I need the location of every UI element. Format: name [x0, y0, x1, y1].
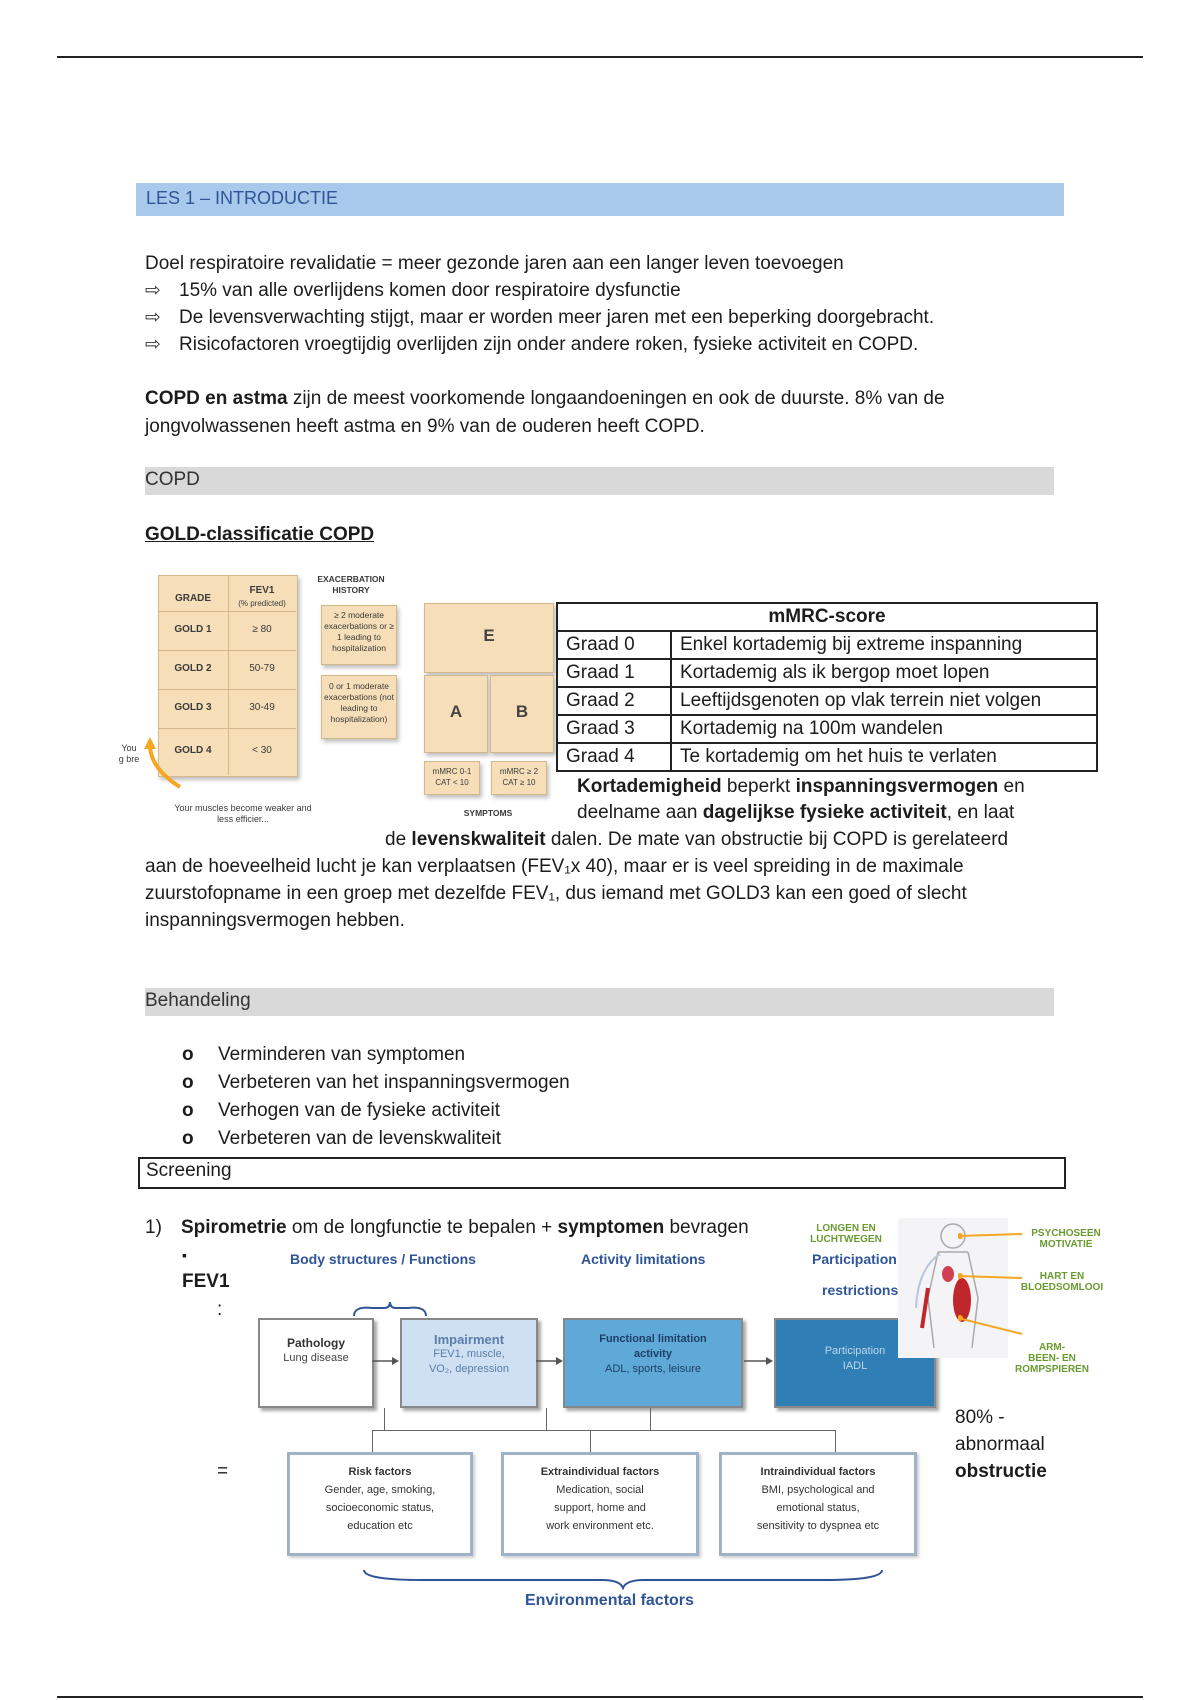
mmrc-table	[556, 602, 1098, 772]
icf-head-participation: Participation	[812, 1251, 897, 1267]
gold-grade: GOLD 2	[174, 663, 212, 674]
label-heart: HART EN BLOEDSOMLOOI	[1020, 1271, 1104, 1293]
gold-grade: GOLD 4	[174, 745, 212, 756]
gold-grade: GOLD 3	[174, 702, 212, 713]
exac-high: ≥ 2 moderate exacerbations or ≥ 1 leading to hospitalization	[321, 605, 397, 665]
table-row: Graad 3 Kortademig na 100m wandelen	[557, 715, 1097, 743]
symptoms-label: SYMPTOMS	[463, 808, 513, 818]
intro-bullet: ⇨ Risicofactoren vroegtijdig overlijden zijn onder andere roken, fysieke activiteit en COPD.	[145, 331, 918, 358]
kort-line5: zuurstofopname in een groep met dezelfde FEV₁, dus iemand met GOLD3 kan een goed of slecht	[145, 883, 967, 904]
mmrc-title: mMRC-score	[557, 603, 1097, 631]
pathology-box: Pathology Lung disease	[258, 1318, 374, 1408]
symptom-b: mMRC ≥ 2 CAT ≥ 10	[491, 761, 547, 795]
table-row: Graad 1 Kortademig als ik bergop moet lopen	[557, 659, 1097, 687]
environmental-factors-label: Environmental factors	[525, 1592, 694, 1609]
impairment-box: Impairment FEV1, muscle, VO₂, depression	[400, 1318, 538, 1408]
gold-table-line	[158, 728, 296, 729]
bottom-rule	[57, 1696, 1143, 1698]
label-psychosocial: PSYCHOSEEN MOTIVATIE	[1031, 1228, 1101, 1250]
screening-header-text: Screening	[146, 1160, 232, 1181]
exacerbation-header: EXACERBATION HISTORY	[317, 574, 385, 595]
connector-line	[650, 1408, 651, 1430]
section-header-text: LES 1 – INTRODUCTIE	[146, 188, 339, 208]
connector-line	[590, 1430, 591, 1452]
copd-astma-paragraph: COPD en astma zijn de meest voorkomende longaandoeningen en ook de duurste. 8% van de	[145, 388, 945, 409]
copd-header	[145, 467, 1054, 495]
arrow-icon: ⇨	[145, 307, 161, 328]
fev1-header: FEV1	[249, 585, 275, 596]
arrow-right-icon	[370, 1355, 400, 1367]
table-row: Graad 2 Leeftijdsgenoten op vlak terrein niet volgen	[557, 687, 1097, 715]
gold-figure	[118, 565, 558, 835]
side-note-2: abnormaal	[955, 1434, 1045, 1455]
extraindividual-box: Extraindividual factors Medication, social support, home and work environment etc.	[501, 1452, 699, 1556]
table-row: Graad 0 Enkel kortademig bij extreme inspanning	[557, 631, 1097, 659]
fev1-subheader: (% predicted)	[238, 599, 286, 608]
curved-arrow-icon	[140, 737, 190, 797]
participation-box: Participation IADL	[774, 1318, 936, 1408]
connector-line	[546, 1408, 547, 1430]
gold-table-line	[158, 611, 296, 612]
risk-factors-box: Risk factors Gender, age, smoking, socioeconomic status, education etc	[287, 1452, 473, 1556]
icf-head-restrictions: restrictions	[822, 1282, 899, 1298]
gold-table-line	[158, 650, 296, 651]
gold-fev1: 50-79	[249, 663, 275, 674]
list-item: o Verbeteren van het inspanningsvermogen	[182, 1069, 570, 1096]
behandeling-header-text: Behandeling	[145, 990, 251, 1011]
icf-head-activity: Activity limitations	[581, 1251, 706, 1267]
label-lungs: LONGEN EN LUCHTWEGEN	[810, 1223, 882, 1245]
arrow-caption: Your muscles become weaker and less efficier...	[174, 803, 312, 824]
copd-astma-line2: jongvolwassenen heeft astma en 9% van de ouderen heeft COPD.	[145, 416, 705, 437]
gold-fev1: < 30	[252, 745, 272, 756]
square-bullet-icon: ▪	[182, 1247, 187, 1263]
bottom-brace-icon	[362, 1568, 884, 1590]
kort-line1: Kortademigheid beperkt inspanningsvermogen en	[577, 776, 1025, 797]
brace-icon	[352, 1300, 428, 1318]
side-fragment: You g bre	[118, 743, 140, 764]
cell-a: A	[424, 675, 488, 753]
cell-e: E	[424, 603, 554, 673]
gold-grade: GOLD 1	[174, 624, 212, 635]
mmrc-title-row	[557, 603, 1097, 631]
grade-header: GRADE	[174, 593, 212, 604]
kort-line3: de levenskwaliteit dalen. De mate van obstructie bij COPD is gerelateerd	[385, 829, 1009, 850]
connector-line	[372, 1430, 373, 1452]
gold-fev1: 30-49	[249, 702, 275, 713]
connector-line	[384, 1408, 385, 1430]
exac-low: 0 or 1 moderate exacerbations (not leading to hospitalization)	[321, 675, 397, 739]
list-item: o Verhogen van de fysieke activiteit	[182, 1097, 500, 1124]
intro-bullet: ⇨ De levensverwachting stijgt, maar er worden meer jaren met een beperking doorgebracht.	[145, 304, 934, 331]
arrow-icon: ⇨	[145, 280, 161, 301]
copd-header-text: COPD	[145, 469, 200, 490]
intraindividual-box: Intraindividual factors BMI, psychological and emotional status, sensitivity to dyspnea etc	[719, 1452, 917, 1556]
kort-line6: inspanningsvermogen hebben.	[145, 910, 405, 931]
bullet-icon: o	[182, 1044, 194, 1065]
list-item: o Verbeteren van de levenskwaliteit	[182, 1125, 501, 1152]
gold-table-line	[158, 689, 296, 690]
screening-item: 1) Spirometrie om de longfunctie te bepalen + symptomen bevragen	[145, 1217, 749, 1238]
table-row: Graad 4 Te kortademig om het huis te verlaten	[557, 743, 1097, 771]
kort-line4: aan de hoeveelheid lucht je kan verplaatsen (FEV₁x 40), maar er is veel spreiding in de maximale	[145, 856, 964, 877]
connector-line	[835, 1430, 836, 1452]
side-note-3: obstructie	[955, 1461, 1047, 1482]
icf-head-body: Body structures / Functions	[290, 1251, 476, 1267]
gold-fev1: ≥ 80	[252, 624, 272, 635]
label-muscles: ARM- BEEN- EN ROMPSPIEREN	[1015, 1342, 1089, 1375]
arrow-icon: ⇨	[145, 334, 161, 355]
arrow-right-icon	[534, 1355, 564, 1367]
behandeling-header	[145, 988, 1054, 1016]
cell-b: B	[490, 675, 554, 753]
screening-header	[138, 1157, 1066, 1189]
bullet-icon: o	[182, 1072, 194, 1093]
section-header	[136, 183, 1064, 216]
connector-line	[372, 1430, 836, 1431]
arrow-right-icon	[742, 1355, 774, 1367]
fev1-label: FEV1	[182, 1271, 230, 1292]
intro-line: Doel respiratoire revalidatie = meer gezonde jaren aan een langer leven toevoegen	[145, 253, 844, 274]
top-rule	[57, 56, 1143, 58]
functional-limitation-box: Functional limitation activity ADL, sports, leisure	[563, 1318, 743, 1408]
colon-label: :	[217, 1299, 223, 1320]
equals-label: =	[217, 1461, 229, 1482]
gold-title: GOLD-classificatie COPD	[145, 524, 375, 545]
symptom-a: mMRC 0-1 CAT < 10	[424, 761, 480, 795]
side-note-1: 80% -	[955, 1407, 1005, 1428]
bullet-icon: o	[182, 1100, 194, 1121]
intro-bullet: ⇨ 15% van alle overlijdens komen door respiratoire dysfunctie	[145, 277, 681, 304]
list-item: o Verminderen van symptomen	[182, 1041, 465, 1068]
kort-line2: deelname aan dagelijkse fysieke activiteit, en laat	[577, 802, 1015, 823]
bullet-icon: o	[182, 1128, 194, 1149]
